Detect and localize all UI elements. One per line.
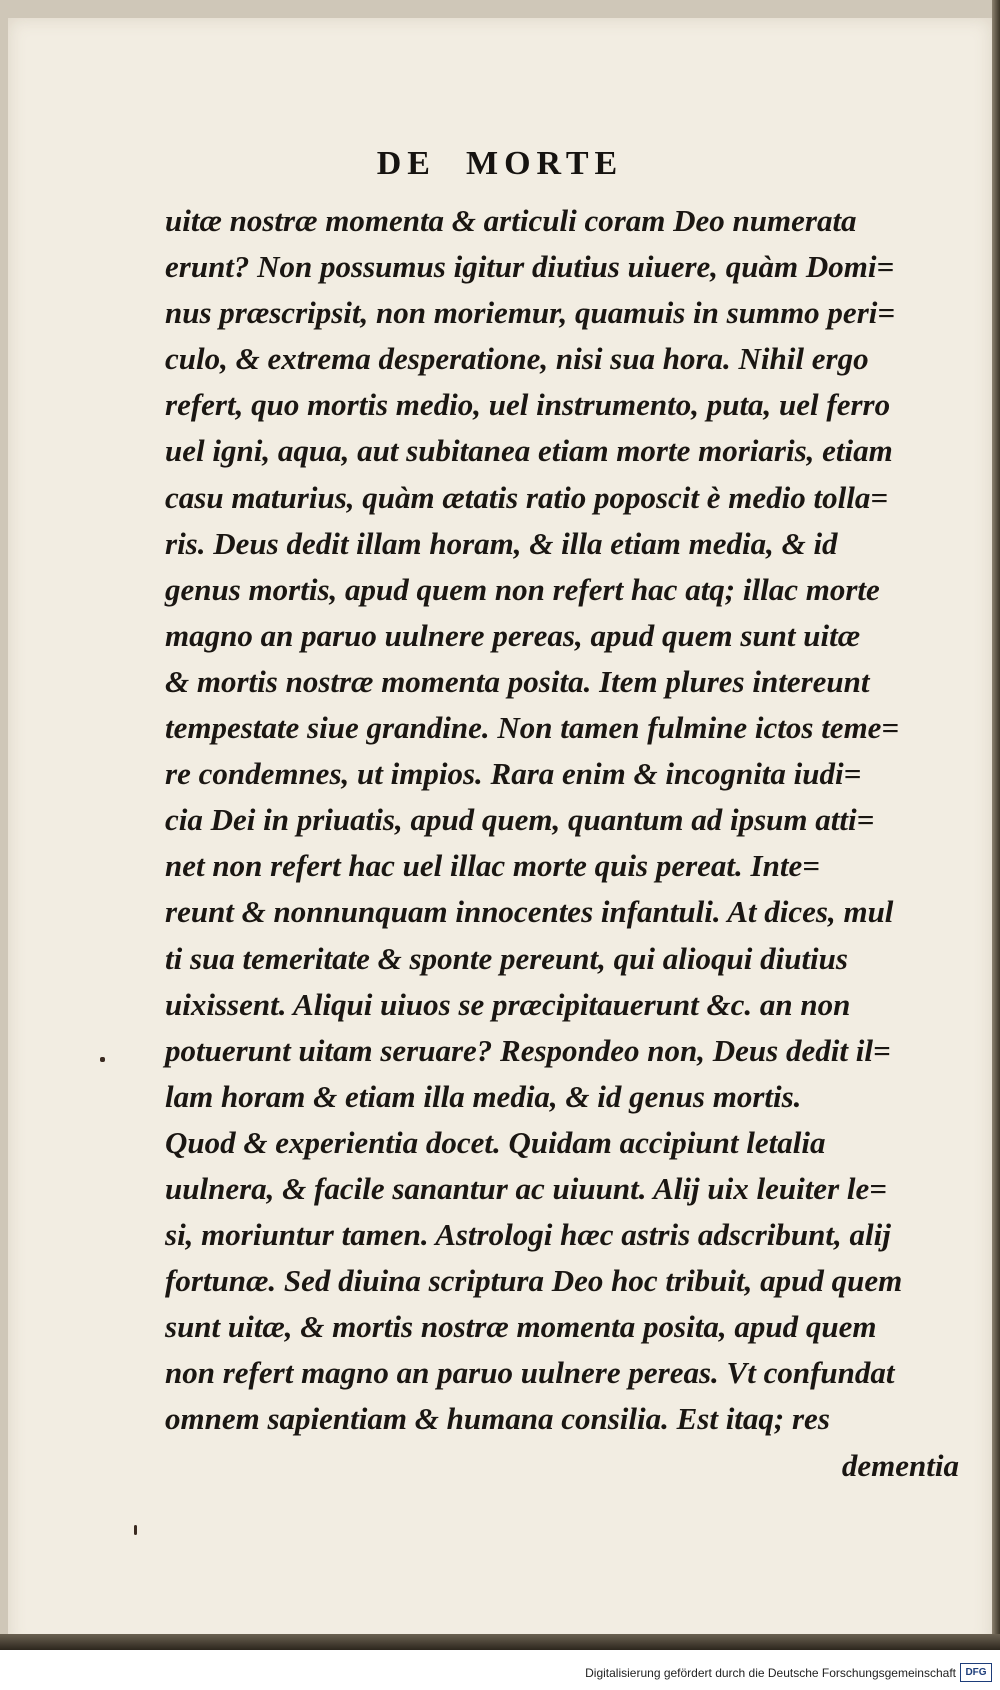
- catchword: dementia: [841, 1447, 959, 1483]
- text-line: Quod & experientia docet. Quidam accipiunt letalia: [165, 1124, 826, 1160]
- text-line: genus mortis, apud quem non refert hac atq; illac morte: [165, 571, 880, 607]
- text-line: si, moriuntur tamen. Astrologi hæc astris adscribunt, alij: [165, 1217, 891, 1253]
- text-line: reunt & nonnunquam innocentes infantuli. At dices, mul: [165, 894, 894, 930]
- page-edge-bottom: [0, 1634, 1000, 1650]
- text-line: refert, quo mortis medio, uel instrumento, puta, uel ferro: [165, 387, 891, 423]
- text-line: nus præscripsit, non moriemur, quamuis in summo peri=: [165, 295, 896, 331]
- digitization-credit: Digitalisierung gefördert durch die Deutsche Forschungsgemeinschaft: [585, 1666, 956, 1680]
- text-line: & mortis nostræ momenta posita. Item plures intereunt: [165, 663, 870, 699]
- ink-speck: [100, 1057, 105, 1062]
- page-body-text: [165, 198, 965, 1489]
- text-line: tempestate siue grandine. Non tamen fulmine ictos teme=: [165, 710, 900, 746]
- text-line: uitæ nostræ momenta & articuli coram Deo numerata: [165, 203, 857, 238]
- text-line: uulnera, & facile sanantur ac uiuunt. Alij uix leuiter le=: [165, 1170, 887, 1206]
- text-line: re condemnes, ut impios. Rara enim & incognita iudi=: [165, 756, 862, 792]
- text-line: omnem sapientiam & humana consilia. Est itaq; res: [165, 1401, 830, 1437]
- page-edge-right: [992, 0, 1000, 1650]
- text-line: magno an paruo uulnere pereas, apud quem sunt uitæ: [165, 617, 861, 653]
- text-line: casu maturius, quàm ætatis ratio poposcit è medio tolla=: [165, 479, 888, 515]
- header-word: DE: [376, 145, 436, 182]
- text-line: uixissent. Aliqui uiuos se præcipitauerunt &c. an non: [165, 986, 851, 1022]
- header-word: MORTE: [465, 145, 624, 182]
- text-line: erunt? Non possumus igitur diutius uiuere, quàm Domi=: [165, 249, 895, 285]
- text-line: uel igni, aqua, aut subitanea etiam morte moriaris, etiam: [165, 433, 893, 469]
- dfg-logo: DFG: [960, 1663, 992, 1682]
- text-line: potuerunt uitam seruare? Respondeo non, Deus dedit il=: [165, 1032, 891, 1068]
- text-line: net non refert hac uel illac morte quis pereat. Inte=: [165, 848, 820, 884]
- text-line: non refert magno an paruo uulnere pereas. Vt confundat: [165, 1355, 895, 1391]
- running-header: [0, 145, 1000, 183]
- text-line: fortunæ. Sed diuina scriptura Deo hoc tribuit, apud quem: [165, 1263, 903, 1299]
- text-line: ti sua temeritate & sponte pereunt, qui alioqui diutius: [165, 940, 848, 976]
- ink-speck: [134, 1525, 137, 1535]
- text-line: culo, & extrema desperatione, nisi sua hora. Nihil ergo: [165, 341, 869, 377]
- text-line: lam horam & etiam illa media, & id genus mortis.: [165, 1078, 802, 1114]
- text-line: ris. Deus dedit illam horam, & illa etiam media, & id: [165, 525, 838, 561]
- text-line: sunt uitæ, & mortis nostræ momenta posita, apud quem: [165, 1309, 877, 1345]
- text-line: cia Dei in priuatis, apud quem, quantum ad ipsum atti=: [165, 802, 875, 838]
